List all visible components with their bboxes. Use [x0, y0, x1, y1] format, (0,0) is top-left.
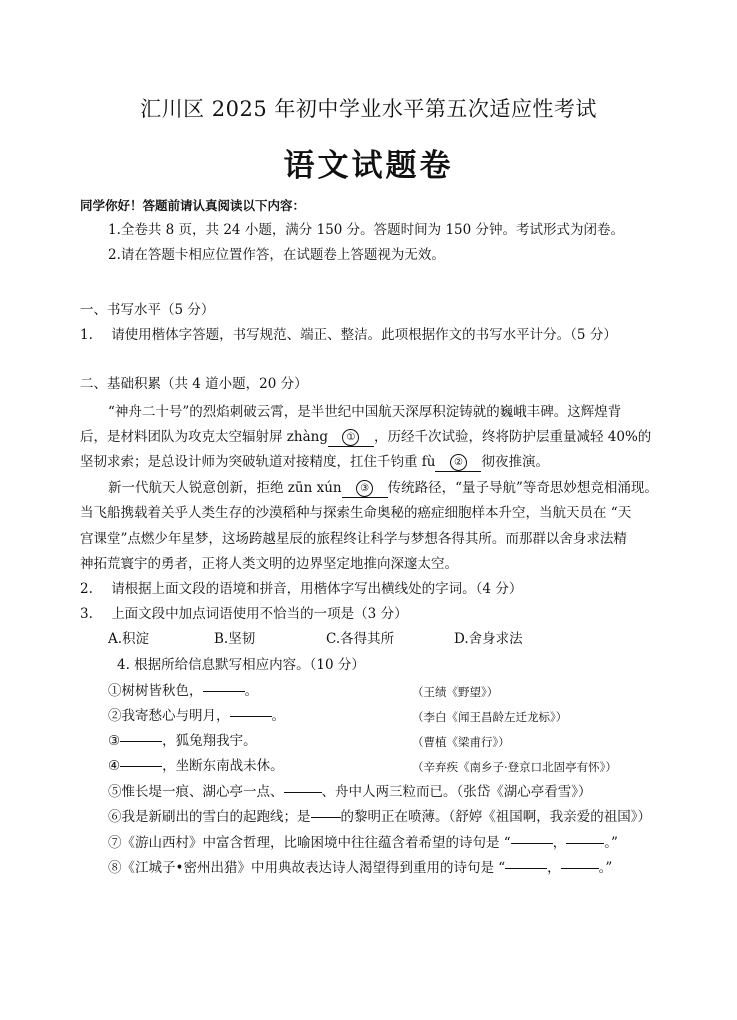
answer-blank[interactable]	[511, 842, 553, 844]
answer-blank[interactable]	[120, 765, 162, 767]
option-d[interactable]: D.舍身求法	[454, 631, 523, 647]
exam-title: 汇川区 2025 年初中学业水平第五次适应性考试	[140, 97, 597, 121]
recite-text: ②我寄愁心与明月，	[108, 708, 230, 724]
passage-text: 后，是材料团队为攻克太空辐射屏 zhàng	[80, 429, 328, 445]
answer-blank[interactable]	[120, 740, 162, 742]
blank-1[interactable]	[328, 429, 374, 447]
question-number: 1.	[80, 327, 93, 343]
answer-blank[interactable]	[566, 842, 604, 844]
blank-2[interactable]	[435, 454, 481, 472]
recite-item-7	[108, 833, 618, 853]
recite-text: ，	[552, 835, 567, 851]
recite-source: （辛弃疾《南乡子·登京口北固亭有怀》）	[412, 760, 617, 774]
recite-item-8	[108, 858, 612, 878]
recite-text: ⑧《江城子•密州出猎》中用典故表达诗人渴望得到重用的诗句是 “	[108, 860, 506, 876]
answer-blank[interactable]	[561, 867, 599, 869]
instruction-item-1: 1.全卷共 8 页，共 24 小题，满分 150 分。答题时间为 150 分钟。考试形式为闭卷。	[108, 222, 625, 238]
recite-source: （王绩《野望》）	[412, 685, 499, 699]
option-b[interactable]: B.坚韧	[214, 631, 256, 647]
recite-item-5	[108, 782, 592, 802]
passage-text: 坚韧求索；是总设计师为突破轨道对接精度，扛住千钧重 fù	[80, 454, 436, 470]
question-number: 3.	[80, 606, 93, 622]
recite-item-1	[108, 681, 258, 701]
section2-heading: 二、基础积累（共 4 道小题，20 分）	[80, 376, 308, 392]
recite-text: ③	[108, 733, 121, 749]
recite-text: 。	[244, 683, 258, 699]
recite-source: （曹植《梁甫行》）	[412, 735, 510, 749]
recite-text: 、舟中人两三粒而已。（张岱《湖心亭看雪》）	[321, 784, 592, 800]
recite-text: ④	[108, 758, 121, 774]
recite-item-4	[108, 756, 284, 776]
paper-title: 语文试题卷	[283, 148, 454, 184]
recite-item-6	[108, 807, 651, 827]
answer-blank[interactable]	[230, 715, 272, 717]
option-a[interactable]: A.积淀	[108, 631, 150, 647]
recite-text: ，	[547, 860, 561, 876]
question-3-options	[108, 629, 523, 649]
passage-text: 彻夜推演。	[481, 454, 549, 470]
question-text: 请使用楷体字答题，书写规范、端正、整洁。此项根据作文的书写水平计分。（5 分）	[111, 327, 617, 343]
recite-text: ①树树皆秋色，	[108, 683, 203, 699]
circled-number: ①	[342, 429, 359, 446]
recite-text: 。”	[604, 835, 618, 851]
passage-line	[108, 478, 658, 498]
question-1	[80, 325, 617, 345]
passage-line: 宫课堂”点燃少年星梦，这场跨越星辰的旅程终让科学与梦想各得其所。而那群以舍身求法精	[80, 531, 627, 547]
question-text: 上面文段中加点词语使用不恰当的一项是（3 分）	[111, 606, 408, 622]
recite-text: 。”	[598, 860, 613, 876]
passage-text: ，历经千次试验，终将防护层重量减轻 40%的	[373, 429, 652, 445]
recite-text: ⑤惟长堤一痕、湖心亭一点、	[108, 784, 284, 800]
passage-line: “神舟二十号”的烈焰刺破云霄，是半世纪中国航天深厚积淀铸就的巍峨丰碑。这辉煌背	[108, 404, 622, 420]
passage-line	[80, 452, 549, 472]
recite-item-2	[108, 706, 285, 726]
circled-number: ③	[356, 480, 373, 497]
recite-source: （李白《闻王昌龄左迁龙标》）	[412, 710, 568, 724]
instructions-greeting: 同学你好！答题前请认真阅读以下内容：	[80, 198, 306, 213]
recite-text: ，坐断东南战未休。	[162, 758, 284, 774]
section1-heading: 一、书写水平（5 分）	[80, 302, 215, 318]
recite-text: 的黎明正在喷薄。（舒婷《祖国啊，我亲爱的祖国》）	[340, 809, 651, 825]
passage-text: 传统路径，“量子导航”等奇思妙想竞相涌现。	[387, 480, 658, 496]
instruction-item-2: 2.请在答题卡相应位置作答，在试题卷上答题视为无效。	[108, 247, 445, 263]
question-4: 4. 根据所给信息默写相应内容。（10 分）	[117, 657, 365, 673]
answer-blank[interactable]	[311, 816, 341, 818]
recite-text: ，狐兔翔我宇。	[162, 733, 257, 749]
recite-text: ⑦《游山西村》中富含哲理，比喻困境中往往蕴含着希望的诗句是 “	[108, 835, 511, 851]
question-3	[80, 604, 408, 624]
passage-line: 当飞船携载着关乎人类生存的沙漠稻种与探索生命奥秘的癌症细胞样本升空，当航天员在 “天	[80, 505, 632, 521]
answer-blank[interactable]	[505, 867, 547, 869]
passage-line	[80, 427, 651, 447]
passage-text: 新一代航天人锐意创新，拒绝 zūn xún	[108, 480, 342, 496]
option-c[interactable]: C.各得其所	[326, 631, 395, 647]
recite-item-3	[108, 731, 257, 751]
recite-text: 。	[271, 708, 285, 724]
answer-blank[interactable]	[203, 690, 245, 692]
answer-blank[interactable]	[284, 791, 322, 793]
question-number: 2.	[80, 581, 93, 597]
recite-text: ⑥我是新刷出的雪白的起跑线；是	[108, 809, 311, 825]
question-text: 请根据上面文段的语境和拼音，用楷体字写出横线处的字词。（4 分）	[111, 581, 523, 597]
blank-3[interactable]	[342, 480, 388, 498]
circled-number: ②	[450, 454, 467, 471]
question-2	[80, 579, 522, 599]
passage-line: 神拓荒寰宇的勇者，正将人类文明的边界坚定地推向深邃太空。	[80, 556, 458, 572]
